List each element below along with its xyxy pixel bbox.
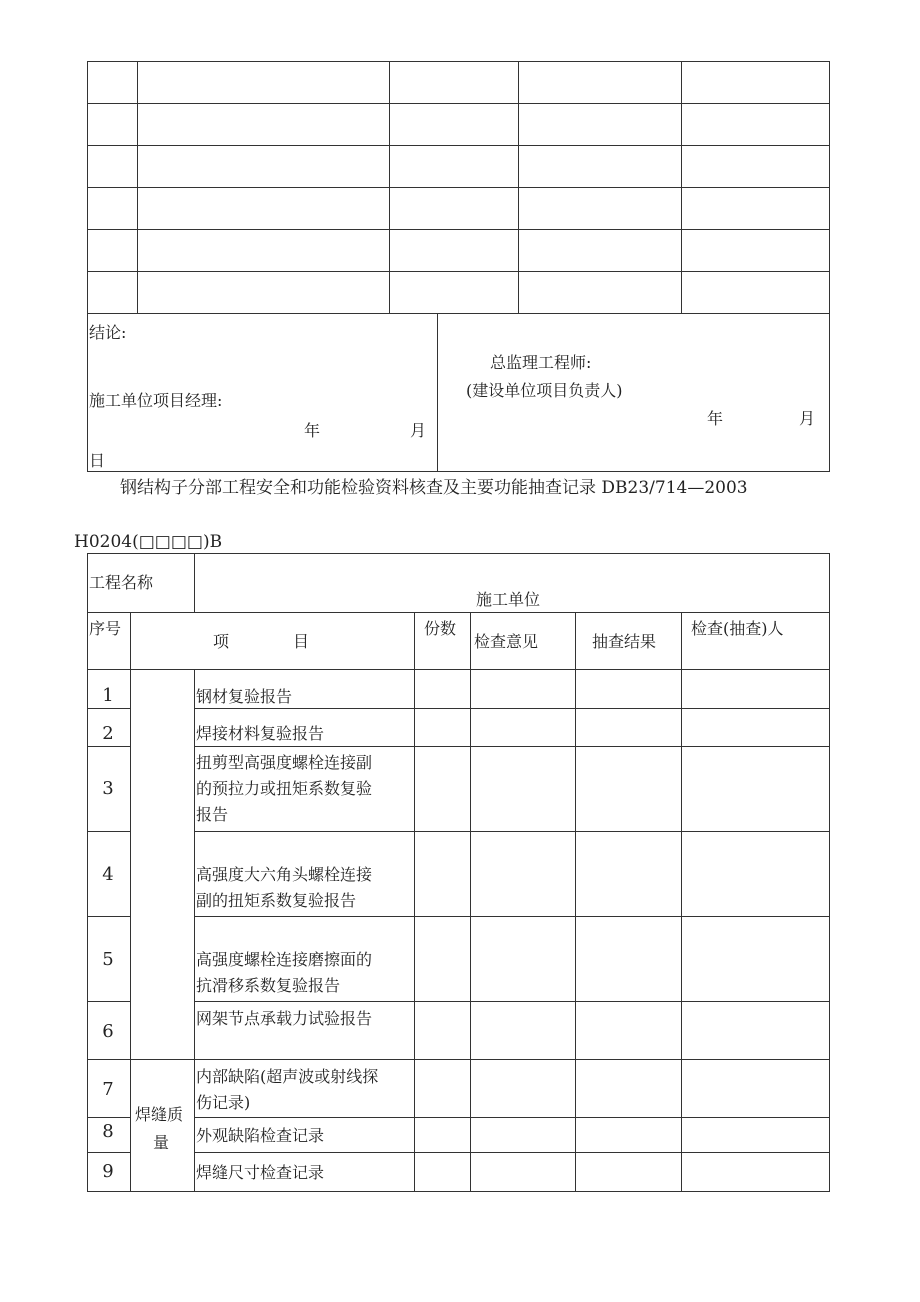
sample-result-header: 抽查结果 (592, 632, 657, 651)
weld-quality-group-label: 焊缝质 (135, 1105, 184, 1124)
project-manager-label: 施工单位项目经理: (89, 391, 223, 410)
row-item: 外观缺陷检查记录 (196, 1126, 325, 1145)
day-label: 日 (89, 451, 106, 470)
grid-line (194, 708, 830, 709)
grid-line (87, 187, 830, 188)
grid-line (87, 669, 830, 670)
row-number: 2 (102, 723, 114, 744)
checker-header: 检查(抽查)人 (691, 619, 784, 638)
row-number: 6 (102, 1021, 114, 1042)
year-label: 年 (707, 409, 724, 428)
grid-line (137, 61, 138, 314)
row-item: 焊缝尺寸检查记录 (196, 1163, 325, 1182)
grid-line (87, 1152, 130, 1153)
grid-line (829, 553, 830, 1192)
grid-line (87, 831, 130, 832)
row-item (196, 1064, 378, 1116)
month-label: 月 (799, 409, 816, 428)
row-number: 4 (102, 864, 114, 885)
grid-line (130, 612, 131, 1192)
grid-line (389, 61, 390, 314)
grid-line (194, 746, 830, 747)
grid-line (87, 612, 830, 613)
row-item-line: 报告 (196, 805, 229, 824)
copies-header: 份数 (424, 619, 457, 638)
grid-line (194, 553, 195, 612)
grid-line (87, 553, 830, 554)
grid-line (87, 271, 830, 272)
row-number: 1 (102, 685, 114, 706)
grid-line (437, 313, 438, 472)
check-opinion-header: 检查意见 (474, 632, 539, 651)
grid-line (87, 1001, 130, 1002)
grid-line (87, 1059, 830, 1060)
row-item-line: 副的扭矩系数复验报告 (196, 891, 357, 910)
grid-line (87, 471, 830, 472)
row-number: 5 (102, 949, 114, 970)
row-item-line: 扭剪型高强度螺栓连接副 (196, 753, 373, 772)
row-number: 7 (102, 1079, 114, 1100)
weld-quality-group-label: 量 (153, 1133, 170, 1152)
grid-line (518, 61, 519, 314)
owner-representative-label: (建设单位项目负责人) (466, 381, 623, 400)
grid-line (87, 1191, 830, 1192)
row-item-line: 高强度螺栓连接磨擦面的 (196, 950, 373, 969)
grid-line (194, 1152, 830, 1153)
grid-line (414, 612, 415, 1192)
grid-line (681, 612, 682, 1192)
grid-line (470, 612, 471, 1192)
grid-line (681, 61, 682, 314)
grid-line (87, 61, 88, 472)
row-number: 9 (102, 1161, 114, 1182)
row-item-line: 内部缺陷(超声波或射线探 (196, 1067, 379, 1086)
grid-line (194, 1001, 830, 1002)
row-item-line: 的预拉力或扭矩系数复验 (196, 779, 373, 798)
grid-line (87, 61, 830, 62)
row-item-line: 高强度大六角头螺栓连接 (196, 865, 373, 884)
grid-line (829, 61, 830, 472)
row-item (196, 750, 372, 828)
form-title: 钢结构子分部工程安全和功能检验资料核查及主要功能抽查记录 DB23/714—2003 (120, 478, 748, 498)
grid-line (87, 103, 830, 104)
grid-line (87, 229, 830, 230)
row-item: 网架节点承载力试验报告 (196, 1009, 373, 1028)
grid-line (194, 669, 195, 1192)
construction-unit-label: 施工单位 (476, 590, 541, 609)
grid-line (87, 708, 130, 709)
year-label: 年 (304, 421, 321, 440)
item-header: 项 目 (213, 632, 310, 651)
grid-line (87, 145, 830, 146)
grid-line (87, 746, 130, 747)
row-item-line: 伤记录) (196, 1093, 251, 1112)
row-item (196, 862, 372, 914)
conclusion-label: 结论: (89, 323, 127, 342)
project-name-label: 工程名称 (89, 573, 154, 592)
row-item: 钢材复验报告 (196, 687, 293, 706)
month-label: 月 (410, 421, 427, 440)
grid-line (575, 612, 576, 1192)
row-item (196, 947, 372, 999)
row-item-line: 抗滑移系数复验报告 (196, 976, 341, 995)
grid-line (87, 313, 830, 314)
seq-header: 序号 (89, 619, 122, 638)
grid-line (194, 1117, 830, 1118)
chief-supervisor-label: 总监理工程师: (490, 353, 592, 372)
row-number: 8 (102, 1121, 114, 1142)
row-item: 焊接材料复验报告 (196, 724, 325, 743)
grid-line (194, 916, 830, 917)
form-code: H0204(□□□□)B (74, 532, 223, 552)
row-number: 3 (102, 778, 114, 799)
grid-line (87, 1117, 130, 1118)
grid-line (87, 916, 130, 917)
grid-line (194, 831, 830, 832)
